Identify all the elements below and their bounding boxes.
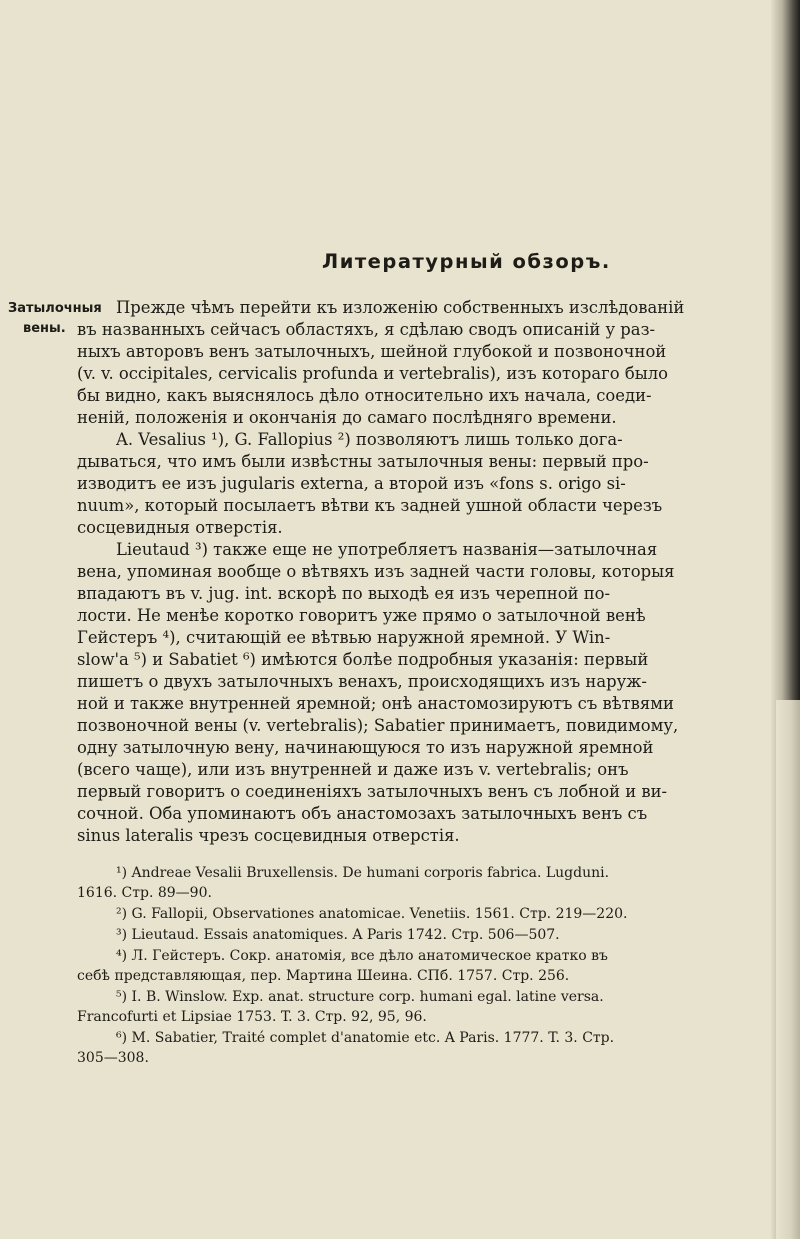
body-line: nuum», который посылаетъ вѣтви къ задней ушной области черезъ	[77, 496, 663, 515]
body-line: (v. v. occipitales, cervicalis profunda и vertebralis), изъ котораго было	[77, 364, 669, 383]
body-line: Прежде чѣмъ перейти къ изложенію собственныхъ изслѣдованій	[116, 298, 685, 317]
body-line: ныхъ авторовъ венъ затылочныхъ, шейной глубокой и позвоночной	[77, 342, 667, 361]
body-line: бы видно, какъ выяснялось дѣло относительно ихъ начала, соеди-	[77, 386, 652, 405]
body-line: сосцевидныя отверстія.	[77, 518, 283, 537]
section-title: Литературный обзоръ.	[322, 250, 611, 273]
body-line: дываться, что имъ были извѣстны затылочныя вены: первый про-	[77, 452, 649, 471]
body-line: пишетъ о двухъ затылочныхъ венахъ, происходящихъ изъ наруж-	[77, 672, 647, 691]
body-line: впадаютъ въ v. jug. int. вскорѣ по выходѣ ея изъ черепной по-	[77, 584, 611, 603]
body-line: вена, упоминая вообще о вѣтвяхъ изъ задней части головы, которыя	[77, 562, 675, 581]
margin-note-line: Затылочныя	[8, 301, 102, 316]
body-line: slow'a ⁵) и Sabatiet ⁶) имѣются болѣе подробныя указанія: первый	[77, 650, 649, 669]
body-line: sinus lateralis чрезъ сосцевидныя отверстія.	[77, 826, 460, 845]
body-line: Гейстеръ ⁴), считающій ее вѣтвью наружной яремной. У Win-	[77, 628, 611, 647]
body-line: A. Vesalius ¹), G. Fallopius ²) позволяютъ лишь только дога-	[116, 430, 623, 449]
footnote-line: ⁴) Л. Гейстеръ. Сокр. анатомія, все дѣло анатомическое кратко въ	[116, 948, 608, 964]
body-line: ной и также внутренней яремной; онѣ анастомозируютъ съ вѣтвями	[77, 694, 674, 713]
body-line: сочной. Оба упоминаютъ объ анастомозахъ затылочныхъ венъ съ	[77, 804, 648, 823]
body-line: первый говоритъ о соединеніяхъ затылочныхъ венъ съ лобной и ви-	[77, 782, 668, 801]
body-line: позвоночной вены (v. vertebralis); Sabatier принимаетъ, повидимому,	[77, 716, 679, 735]
body-line: лости. Не менѣе коротко говоритъ уже прямо о затылочной венѣ	[77, 606, 646, 625]
footnote-line: ¹) Andreae Vesalii Bruxellensis. De humani corporis fabrica. Lugduni.	[116, 865, 610, 881]
footnote-line: ²) G. Fallopii, Observationes anatomicae. Venetiis. 1561. Стр. 219—220.	[116, 906, 628, 922]
footnote-line: себѣ представляющая, пер. Мартина Шеина. СПб. 1757. Стр. 256.	[77, 968, 570, 984]
body-line: Lieutaud ³) также еще не употребляетъ названія—затылочная	[116, 540, 658, 559]
body-line: изводитъ ее изъ jugularis externa, а второй изъ «fons s. origo si-	[77, 474, 626, 493]
footnote-line: Francofurti et Lipsiae 1753. T. 3. Стр. 92, 95, 96.	[77, 1009, 427, 1025]
footnote-line: ³) Lieutaud. Essais anatomiques. A Paris 1742. Стр. 506—507.	[116, 927, 560, 943]
footnote-line: 305—308.	[77, 1050, 149, 1066]
footnote-line: 1616. Стр. 89—90.	[77, 885, 212, 901]
body-line: одну затылочную вену, начинающуюся то изъ наружной яремной	[77, 738, 654, 757]
body-line: неній, положенія и окончанія до самаго послѣдняго времени.	[77, 408, 617, 427]
body-line: въ названныхъ сейчасъ областяхъ, я сдѣлаю сводъ описаній у раз-	[77, 320, 656, 339]
footnote-line: ⁵) I. B. Winslow. Exp. anat. structure corp. humani egal. latine versa.	[116, 989, 604, 1005]
margin-note-line: вены.	[23, 321, 66, 336]
body-line: (всего чаще), или изъ внутренней и даже изъ v. vertebralis; онъ	[77, 760, 629, 779]
footnote-line: ⁶) M. Sabatier, Traité complet d'anatomie etc. A Paris. 1777. T. 3. Стр.	[116, 1030, 615, 1046]
